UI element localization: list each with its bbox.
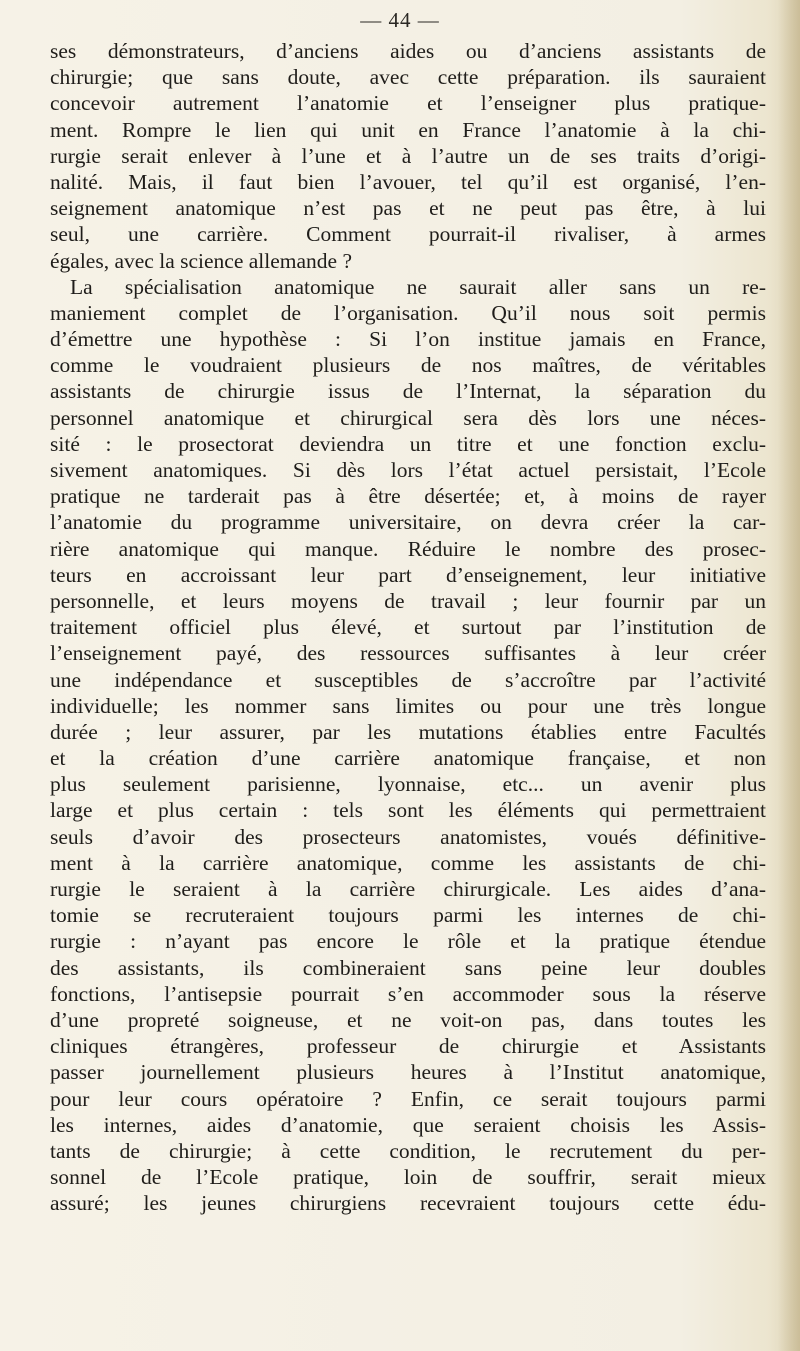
text-line: seul, une carrière. Comment pourrait-il rivaliser, à armes	[50, 222, 766, 247]
text-line: ment. Rompre le lien qui unit en France l’anatomie à la chi-	[50, 117, 766, 142]
text-line: durée ; leur assurer, par les mutations établies entre Facultés	[50, 719, 766, 744]
paragraph-2	[50, 274, 766, 1217]
text-line: assuré; les jeunes chirurgiens recevraient toujours cette édu-	[50, 1191, 766, 1216]
text-line: l’enseignement payé, des ressources suffisantes à leur créer	[50, 641, 766, 666]
text-line: d’une propreté soigneuse, et ne voit-on pas, dans toutes les	[50, 1007, 766, 1032]
text-line: tomie se recruteraient toujours parmi les internes de chi-	[50, 903, 766, 928]
text-line: d’émettre une hypothèse : Si l’on institue jamais en France,	[50, 327, 766, 352]
body-text	[50, 38, 766, 1216]
text-line: sonnel de l’Ecole pratique, loin de souffrir, serait mieux	[50, 1165, 766, 1190]
text-line: pratique ne tarderait pas à être désertée; et, à moins de rayer	[50, 484, 766, 509]
text-line: rurgie : n’ayant pas encore le rôle et la pratique étendue	[50, 929, 766, 954]
text-line: maniement complet de l’organisation. Qu’il nous soit permis	[50, 300, 766, 325]
text-line: seignement anatomique n’est pas et ne peut pas être, à lui	[50, 196, 766, 221]
text-line: rurgie le seraient à la carrière chirurgicale. Les aides d’ana-	[50, 877, 766, 901]
text-line: cliniques étrangères, professeur de chirurgie et Assistants	[50, 1034, 766, 1059]
text-line: personnelle, et leurs moyens de travail ; leur fournir par un	[50, 588, 766, 613]
text-line: plus seulement parisienne, lyonnaise, etc... un avenir plus	[50, 772, 766, 797]
text-line: égales, avec la science allemande ?	[50, 248, 353, 273]
text-line: teurs en accroissant leur part d’enseignement, leur initiative	[50, 562, 766, 587]
text-line: une indépendance et susceptibles de s’accroître par l’activité	[50, 667, 766, 692]
text-line: sité : le prosectorat deviendra un titre et une fonction exclu-	[50, 431, 766, 456]
text-line: ment à la carrière anatomique, comme les assistants de chi-	[50, 850, 766, 875]
text-line: nalité. Mais, il faut bien l’avouer, tel qu’il est organisé, l’en-	[50, 169, 766, 194]
text-line: pour leur cours opératoire ? Enfin, ce serait toujours parmi	[50, 1086, 766, 1111]
text-line: fonctions, l’antisepsie pourrait s’en accommoder sous la réserve	[50, 981, 766, 1006]
text-line: et la création d’une carrière anatomique française, et non	[50, 746, 766, 771]
text-line: sivement anatomiques. Si dès lors l’état actuel persistait, l’Ecole	[50, 458, 766, 482]
text-line: chirurgie; que sans doute, avec cette préparation. ils sauraient	[50, 65, 766, 90]
text-line: des assistants, ils combineraient sans peine leur doubles	[50, 955, 766, 980]
text-line: l’anatomie du programme universitaire, on devra créer la car-	[50, 510, 766, 535]
page-number: — 44 —	[360, 8, 440, 32]
text-line: comme le voudraient plusieurs de nos maîtres, de véritables	[50, 353, 766, 378]
text-line: seuls d’avoir des prosecteurs anatomistes, voués définitive-	[50, 824, 766, 849]
text-line: passer journellement plusieurs heures à l’Institut anatomique,	[50, 1060, 766, 1085]
text-line: personnel anatomique et chirurgical sera dès lors une néces-	[50, 405, 766, 430]
text-line: individuelle; les nommer sans limites ou pour une très longue	[50, 693, 766, 718]
text-line: tants de chirurgie; à cette condition, le recrutement du per-	[50, 1138, 766, 1163]
text-line: assistants de chirurgie issus de l’Internat, la séparation du	[50, 379, 766, 404]
text-line: les internes, aides d’anatomie, que seraient choisis les Assis-	[50, 1112, 766, 1137]
text-line: rurgie serait enlever à l’une et à l’autre un de ses traits d’origi-	[50, 143, 766, 168]
text-line: traitement officiel plus élevé, et surtout par l’institution de	[50, 615, 766, 640]
page-edge-shadow	[778, 0, 800, 1351]
text-line: ses démonstrateurs, d’anciens aides ou d’anciens assistants de	[50, 39, 766, 63]
text-line: large et plus certain : tels sont les éléments qui permettraient	[50, 798, 766, 823]
text-line: La spécialisation anatomique ne saurait aller sans un re-	[70, 274, 766, 299]
paragraph-1	[50, 38, 766, 274]
text-line: rière anatomique qui manque. Réduire le nombre des prosec-	[50, 536, 766, 561]
text-line: concevoir autrement l’anatomie et l’enseigner plus pratique-	[50, 91, 766, 116]
